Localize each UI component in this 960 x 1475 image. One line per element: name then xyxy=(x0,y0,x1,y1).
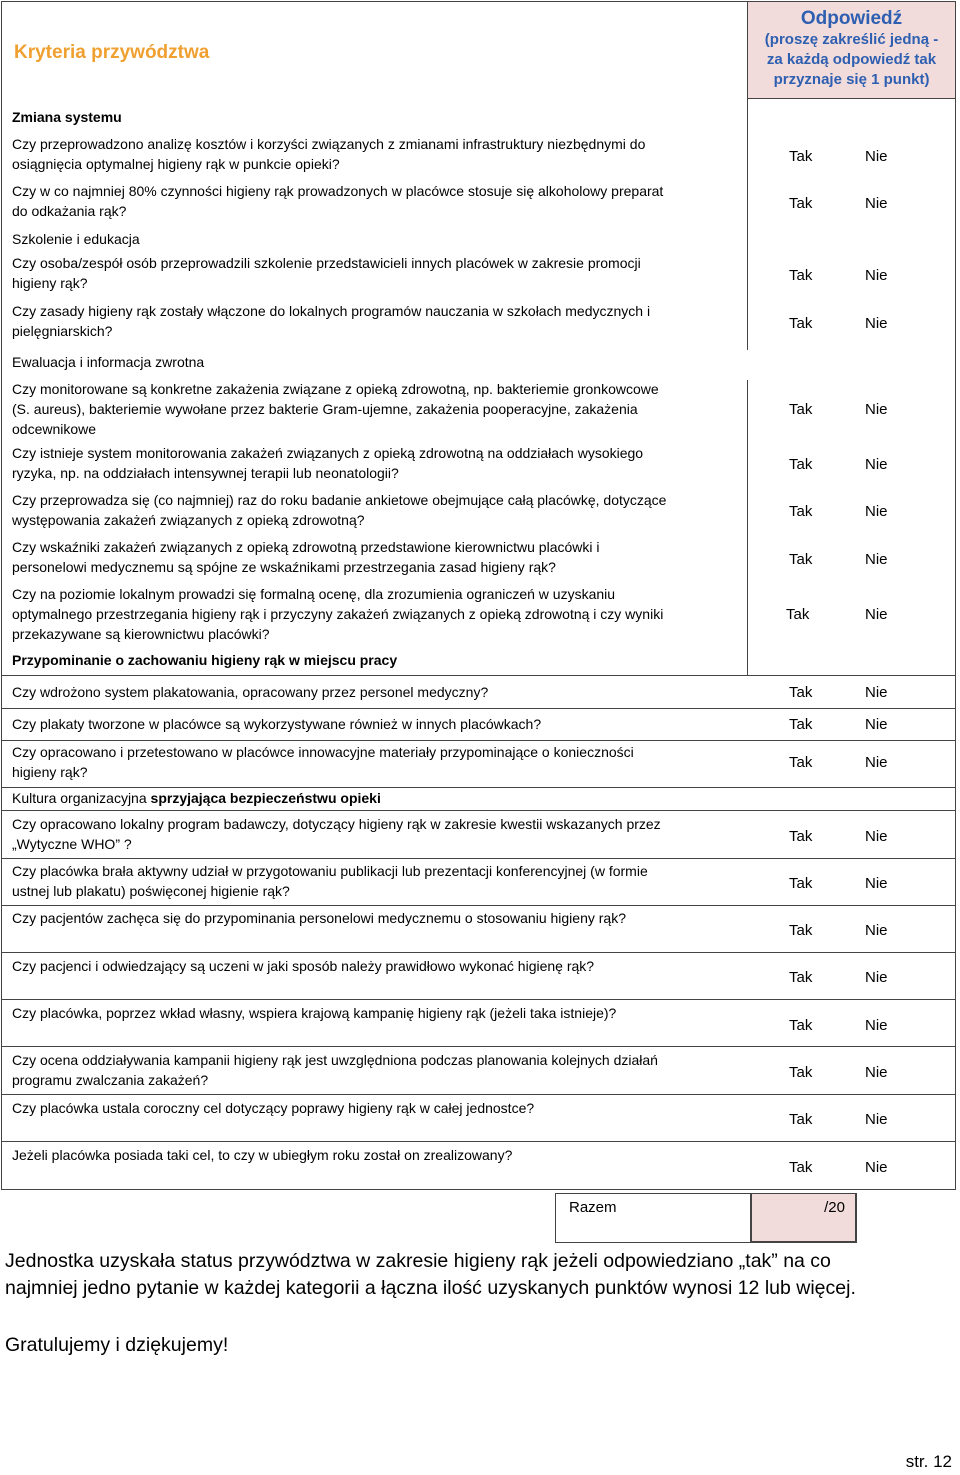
question: Czy placówka, poprzez wkład własny, wspiera krajową kampanię higieny rąk (jeżeli taka istnieje)? xyxy=(12,1005,617,1021)
column-divider xyxy=(747,99,748,350)
row-divider xyxy=(2,999,955,1000)
answer-yes[interactable]: Tak xyxy=(789,315,813,332)
total-label-cell xyxy=(555,1193,751,1243)
question: Czy osoba/zespół osób przeprowadzili szkolenie przedstawicieli innych placówek w zakresie promocji higieny rąk? xyxy=(12,255,641,291)
answer-no[interactable]: Nie xyxy=(865,1017,888,1034)
answer-no[interactable]: Nie xyxy=(865,551,888,568)
answer-yes[interactable]: Tak xyxy=(789,754,813,771)
answer-instruction-3: przyznaje się 1 punkt) xyxy=(773,71,930,88)
row-divider xyxy=(2,952,955,953)
row-divider xyxy=(2,1141,955,1142)
answer-instruction-1: (proszę zakreślić jedną - xyxy=(764,31,939,48)
total-value-cell[interactable] xyxy=(750,1193,857,1243)
answer-no[interactable]: Nie xyxy=(865,606,888,623)
answer-yes[interactable]: Tak xyxy=(789,195,813,212)
page-title: Kryteria przywództwa xyxy=(14,42,210,63)
section-heading: Ewaluacja i informacja zwrotna xyxy=(12,354,205,370)
answer-no[interactable]: Nie xyxy=(865,716,888,733)
question: Czy placówka brała aktywny udział w przygotowaniu publikacji lub prezentacji konferencyjnej (w formie ustnej lub plakatu) poświęconej higienie rąk? xyxy=(12,863,648,899)
question: Czy przeprowadza się (co najmniej) raz do roku badanie ankietowe obejmujące całą placówkę, dotyczące występowania zakażeń związanych z opieką zdrowotną? xyxy=(12,492,667,528)
answer-yes[interactable]: Tak xyxy=(789,922,813,939)
answer-no[interactable]: Nie xyxy=(865,922,888,939)
table-header-left xyxy=(2,2,747,99)
question: Czy pacjenci i odwiedzający są uczeni w jaki sposób należy prawidłowo wykonać higienę rąk? xyxy=(12,958,595,974)
answer-yes[interactable]: Tak xyxy=(789,551,813,568)
answer-title: Odpowiedź xyxy=(800,8,903,29)
answer-header xyxy=(747,2,955,99)
answer-no[interactable]: Nie xyxy=(865,1111,888,1128)
section-heading: Szkolenie i edukacja xyxy=(12,231,140,247)
answer-no[interactable]: Nie xyxy=(865,195,888,212)
answer-no[interactable]: Nie xyxy=(865,1064,888,1081)
answer-no[interactable]: Nie xyxy=(865,828,888,845)
column-divider xyxy=(747,380,748,675)
answer-no[interactable]: Nie xyxy=(865,148,888,165)
question: Czy na poziomie lokalnym prowadzi się formalną ocenę, dla zrozumienia ograniczeń w uzyskaniu optymalnego przestrzegania higieny rąk i przyczyny zakażeń związanych z opieką zdrowotną i czy wyniki przekazywane są kierownictwu placówki? xyxy=(12,586,664,642)
answer-instruction-2: za każdą odpowiedź tak xyxy=(766,51,937,68)
section-heading: Przypominanie o zachowaniu higieny rąk w miejscu pracy xyxy=(12,652,398,668)
thanks-text: Gratulujemy i dziękujemy! xyxy=(5,1334,229,1356)
answer-no[interactable]: Nie xyxy=(865,456,888,473)
answer-yes[interactable]: Tak xyxy=(789,1111,813,1128)
answer-no[interactable]: Nie xyxy=(865,315,888,332)
total-value: /20 xyxy=(824,1199,845,1216)
answer-no[interactable]: Nie xyxy=(865,401,888,418)
question: Jeżeli placówka posiada taki cel, to czy w ubiegłym roku został on zrealizowany? xyxy=(12,1147,513,1163)
question: Czy istnieje system monitorowania zakażeń związanych z opieką zdrowotną na oddziałach wysokiego ryzyka, np. na oddziałach intensywnej terapii lub neonatologii? xyxy=(12,445,644,481)
answer-no[interactable]: Nie xyxy=(865,875,888,892)
answer-yes[interactable]: Tak xyxy=(789,1159,813,1176)
row-divider xyxy=(2,708,955,709)
row-divider xyxy=(2,1046,955,1047)
answer-yes[interactable]: Tak xyxy=(786,606,810,623)
question: Czy pacjentów zachęca się do przypominania personelowi medycznemu o stosowaniu higieny rąk? xyxy=(12,910,626,926)
answer-yes[interactable]: Tak xyxy=(789,875,813,892)
answer-no[interactable]: Nie xyxy=(865,1159,888,1176)
question: Czy plakaty tworzone w placówce są wykorzystywane również w innych placówkach? xyxy=(12,716,542,732)
answer-yes[interactable]: Tak xyxy=(789,969,813,986)
row-divider xyxy=(2,740,955,741)
answer-no[interactable]: Nie xyxy=(865,503,888,520)
question: Czy opracowano lokalny program badawczy, dotyczący higieny rąk w zakresie kwestii wskazanych przez „Wytyczne WHO” ? xyxy=(12,816,661,852)
row-divider xyxy=(2,905,955,906)
section-heading: Zmiana systemu xyxy=(12,109,122,125)
answer-no[interactable]: Nie xyxy=(865,969,888,986)
row-divider xyxy=(2,810,955,811)
footer-text-line-1: Jednostka uzyskała status przywództwa w zakresie higieny rąk jeżeli odpowiedziano „tak” na co xyxy=(5,1250,831,1272)
answer-yes[interactable]: Tak xyxy=(789,716,813,733)
answer-no[interactable]: Nie xyxy=(865,754,888,771)
question: Czy przeprowadzono analizę kosztów i korzyści związanych z zmianami infrastruktury niezbędnymi do osiągnięcia optymalnej higieny rąk w punkcie opieki? xyxy=(12,136,646,172)
answer-yes[interactable]: Tak xyxy=(789,148,813,165)
question: Czy monitorowane są konkretne zakażenia związane z opieką zdrowotną, np. bakteriemie gronkowcowe (S. aureus), bakteriemie wywołane przez bakterie Gram-ujemne, zakażenia pooperacyjne, zakażenia odcewnikowe xyxy=(12,381,659,437)
row-divider xyxy=(2,1094,955,1095)
answer-yes[interactable]: Tak xyxy=(789,1064,813,1081)
answer-yes[interactable]: Tak xyxy=(789,401,813,418)
question: Czy wdrożono system plakatowania, opracowany przez personel medyczny? xyxy=(12,684,489,700)
answer-yes[interactable]: Tak xyxy=(789,828,813,845)
footer-text-line-2: najmniej jedno pytanie w każdej kategorii a łączna ilość uzyskanych punktów wynosi 12 lub więcej. xyxy=(5,1277,856,1299)
answer-yes[interactable]: Tak xyxy=(789,267,813,284)
page-number: str. 12 xyxy=(905,1452,952,1471)
answer-no[interactable]: Nie xyxy=(865,684,888,701)
answer-yes[interactable]: Tak xyxy=(789,456,813,473)
question: Czy wskaźniki zakażeń związanych z opieką zdrowotną przedstawione kierownictwu placówki i personelowi medycznemu są spójne ze wskaźnikami przestrzegania zasad higieny rąk? xyxy=(12,539,600,575)
answer-yes[interactable]: Tak xyxy=(789,1017,813,1034)
question: Czy zasady higieny rąk zostały włączone do lokalnych programów nauczania w szkołach medycznych i pielęgniarskich? xyxy=(12,303,651,339)
question: Czy placówka ustala coroczny cel dotyczący poprawy higieny rąk w całej jednostce? xyxy=(12,1100,535,1116)
question: Czy opracowano i przetestowano w placówce innowacyjne materiały przypominające o konieczności higieny rąk? xyxy=(12,744,634,780)
answer-no[interactable]: Nie xyxy=(865,267,888,284)
question: Czy w co najmniej 80% czynności higieny rąk prowadzonych w placówce stosuje się alkoholowy preparat do odkażania rąk? xyxy=(12,183,664,219)
section-heading: Kultura organizacyjna sprzyjająca bezpieczeństwu opieki xyxy=(12,790,381,806)
row-divider xyxy=(2,675,955,676)
question: Czy ocena oddziaływania kampanii higieny rąk jest uwzględniona podczas planowania kolejnych działań programu zwalczania zakażeń? xyxy=(12,1052,658,1088)
answer-yes[interactable]: Tak xyxy=(789,503,813,520)
answer-yes[interactable]: Tak xyxy=(789,684,813,701)
total-label: Razem xyxy=(569,1199,617,1216)
row-divider xyxy=(2,787,955,788)
row-divider xyxy=(2,858,955,859)
